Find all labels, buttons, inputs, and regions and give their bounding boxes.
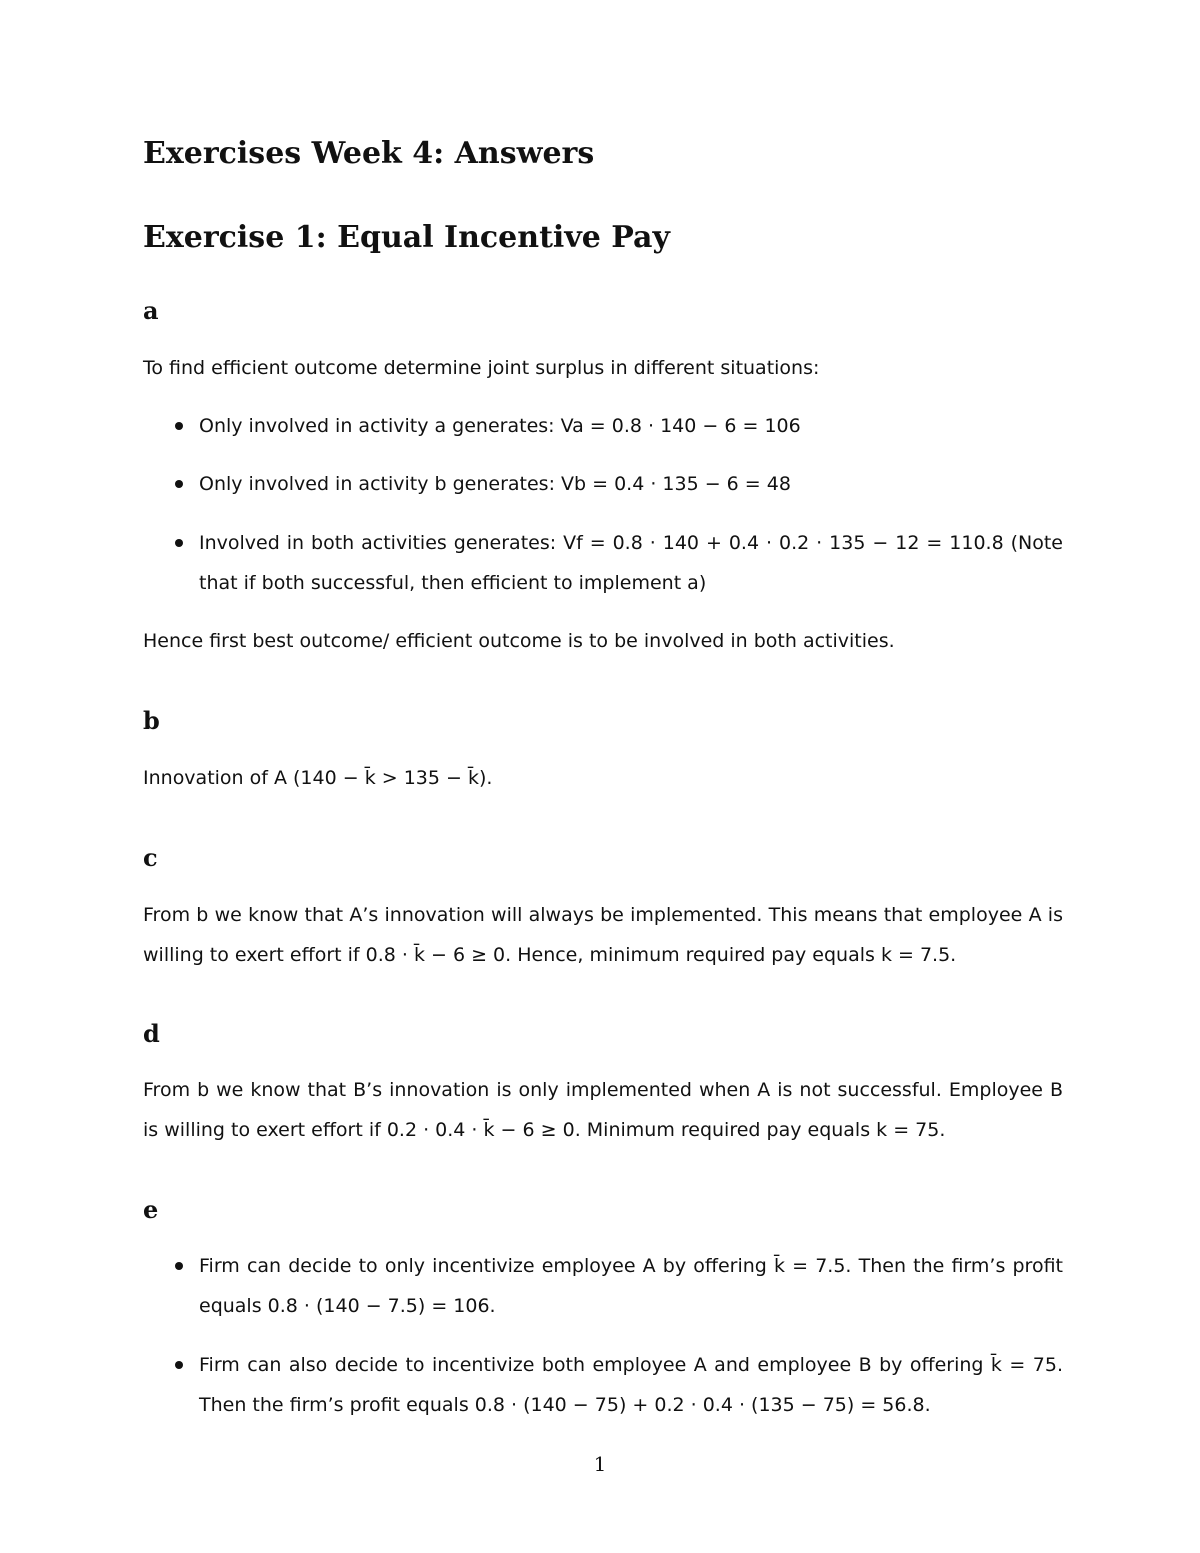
section-d-text: From b we know that B’s innovation is only implemented when A is not successful. Employee B is willing to exert effort if 0.2 · 0.4 · k̄ − 6 ≥ 0. Minimum required pay equals k = 75. [143, 1079, 1063, 1141]
section-a-intro: To find efficient outcome determine joint surplus in different situations: [143, 357, 820, 379]
document-title: Exercises Week 4: Answers [143, 136, 595, 171]
section-e-bullet-1 [199, 1246, 1063, 1326]
section-a-conclusion: Hence first best outcome/ efficient outcome is to be involved in both activities. [143, 630, 895, 652]
bullet-icon [175, 1262, 183, 1270]
section-a-heading: a [143, 296, 159, 325]
section-c-heading: c [143, 843, 158, 872]
bullet-icon [175, 1361, 183, 1369]
bullet-icon [175, 539, 183, 547]
section-a-bullet-2 [199, 464, 1063, 504]
bullet-text: Firm can decide to only incentivize employee A by offering k̄ = 7.5. Then the firm’s profit equals 0.8 · (140 − 7.5) = 106. [199, 1255, 1063, 1317]
bullet-text: Only involved in activity b generates: Vb = 0.4 · 135 − 6 = 48 [199, 473, 791, 495]
page-number: 1 [593, 1452, 607, 1476]
section-a-bullet-1 [199, 406, 1063, 446]
exercise-title: Exercise 1: Equal Incentive Pay [143, 220, 670, 255]
bullet-icon [175, 480, 183, 488]
section-b-heading: b [143, 706, 160, 735]
section-e-heading: e [143, 1195, 159, 1224]
section-b-text: Innovation of A (140 − k̄ > 135 − k̄). [143, 767, 493, 789]
section-c-text: From b we know that A’s innovation will always be implemented. This means that employee A is willing to exert effort if 0.8 · k̄ − 6 ≥ 0. Hence, minimum required pay equals k = 7.5. [143, 904, 1063, 966]
bullet-text: Firm can also decide to incentivize both employee A and employee B by offering k̄ = 75. Then the firm’s profit equals 0.8 · (140 − 75) + 0.2 · 0.4 · (135 − 75) = 56.8. [199, 1354, 1063, 1416]
bullet-text: Only involved in activity a generates: Va = 0.8 · 140 − 6 = 106 [199, 415, 801, 437]
section-d-heading: d [143, 1019, 160, 1048]
section-a-bullet-3 [199, 523, 1063, 603]
section-e-bullet-2 [199, 1345, 1063, 1425]
bullet-text: Involved in both activities generates: Vf = 0.8 · 140 + 0.4 · 0.2 · 135 − 12 = 110.8 (Note that if both successful, then efficient to implement a) [199, 532, 1063, 594]
bullet-icon [175, 422, 183, 430]
